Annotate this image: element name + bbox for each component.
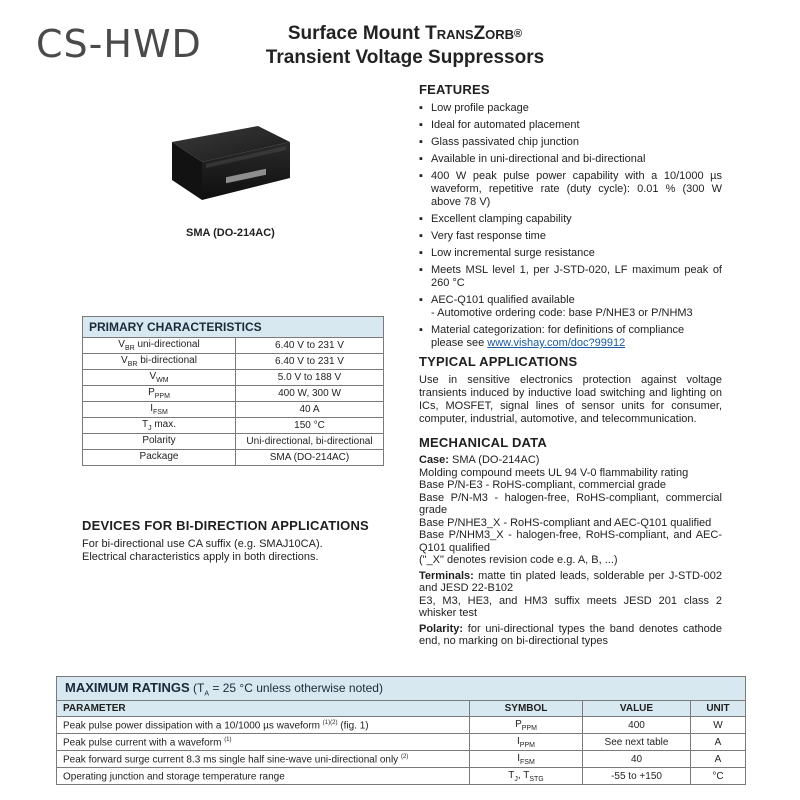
mech-line: Molding compound meets UL 94 V-0 flammability rating: [419, 466, 689, 479]
ratings-row: [57, 751, 746, 768]
title-brand: TransZorb: [425, 23, 515, 44]
primary-param-cell: [83, 370, 236, 386]
feature-item: ▪ Ideal for automated placement: [419, 119, 722, 132]
param-subscript: J: [148, 425, 152, 432]
primary-param-cell: [83, 354, 236, 370]
param-symbol: V: [149, 371, 157, 382]
symbol-sub: FSM: [520, 758, 535, 766]
parameter-text: Peak forward surge current 8.3 ms single half sine-wave uni-directional only: [63, 754, 401, 766]
param-symbol: T: [141, 419, 149, 430]
mech-line: Base P/NHM3_X - halogen-free, RoHS-compliant, and AEC-Q101 qualified: [419, 529, 722, 554]
typical-applications-text: Use in sensitive electronics protection against voltage transients induced by inductive load switching and lighting on ICs, MOSFET, signal lines of sensor units for consumer, computer, industrial, automotive, and telecommunication.: [419, 374, 722, 425]
case-value: SMA (DO-214AC): [448, 454, 540, 466]
max-ratings-condition: [189, 681, 383, 698]
sma-package-image: [166, 120, 294, 210]
parameter-after: (fig. 1): [337, 720, 369, 732]
primary-param-cell: [83, 338, 236, 354]
param-suffix: uni-directional: [134, 339, 200, 350]
feature-item: ▪ Excellent clamping capability: [419, 213, 722, 226]
bidirection-heading: DEVICES FOR BI-DIRECTION APPLICATIONS: [82, 518, 369, 533]
primary-value-cell: SMA (DO-214AC): [236, 450, 384, 466]
maximum-ratings-heading: [57, 677, 746, 701]
feature-item: ▪ Low profile package: [419, 102, 722, 115]
feature-item: ▪ 400 W peak pulse power capability with a 10/1000 µs waveform, repetitive rate (duty cycle): 0.01 % (300 W above 78 V): [419, 170, 722, 209]
aec-subtext: - Automotive ordering code: base P/NHE3 or P/NHM3: [431, 307, 693, 319]
ratings-parameter-cell: [57, 751, 470, 768]
ratings-row: [57, 717, 746, 734]
title-text-a: Surface Mount: [287, 23, 426, 44]
symbol-sub: PPM: [521, 724, 537, 732]
primary-row: [83, 418, 384, 434]
mech-line: ("_X" denotes revision code e.g. A, B, ...): [419, 554, 618, 566]
mech-line: Base P/N-M3 - halogen-free, RoHS-compliant, commercial grade: [419, 491, 722, 516]
param-symbol: I: [150, 403, 153, 414]
primary-param-cell: [83, 386, 236, 402]
primary-row: [83, 386, 384, 402]
terminals-value: matte tin plated leads, solderable per J-STD-002 and JESD 22-B102: [419, 569, 722, 594]
feature-item: ▪ Available in uni-directional and bi-directional: [419, 153, 722, 166]
mechanical-data-heading: MECHANICAL DATA: [419, 435, 547, 450]
ratings-symbol-cell: [470, 751, 583, 768]
symbol-main: I: [517, 735, 520, 747]
ratings-symbol-cell: [470, 768, 583, 785]
terminals-extra: E3, M3, HE3, and HM3 suffix meets JESD 201 class 2 whisker test: [419, 594, 722, 619]
param-subscript: WM: [156, 377, 169, 384]
primary-row: [83, 402, 384, 418]
mech-line: Base P/NHE3_X - RoHS-compliant and AEC-Q101 qualified: [419, 516, 712, 529]
cond-sub: A: [204, 690, 210, 698]
feature-item: ▪ Meets MSL level 1, per J-STD-020, LF maximum peak of 260 °C: [419, 264, 722, 290]
ratings-parameter-cell: [57, 734, 470, 751]
mechanical-data-block: [419, 454, 722, 648]
terminals-label: Terminals:: [419, 569, 474, 582]
param-symbol: Polarity: [142, 435, 176, 446]
feature-item: ▪ Very fast response time: [419, 230, 722, 243]
param-subscript: FSM: [153, 409, 168, 416]
vishay-doc-link[interactable]: www.vishay.com/doc?99912: [487, 337, 626, 349]
ratings-row: [57, 734, 746, 751]
primary-value-cell: 6.40 V to 231 V: [236, 338, 384, 354]
symbol-main: I: [517, 752, 520, 764]
primary-value-cell: 6.40 V to 231 V: [236, 354, 384, 370]
bidirection-text: [82, 538, 382, 564]
terminals-line: [419, 570, 722, 595]
footnote-ref: (1)(2): [322, 719, 338, 726]
parameter-text: Operating junction and storage temperature range: [63, 771, 285, 783]
symbol-main: P: [515, 718, 522, 730]
max-ratings-title: MAXIMUM RATINGS: [65, 680, 190, 695]
param-symbol: P: [148, 387, 155, 398]
col-header-symbol: SYMBOL: [470, 701, 583, 717]
param-suffix: bi-directional: [137, 355, 197, 366]
feature-item-aec: [419, 294, 722, 320]
col-header-value: VALUE: [583, 701, 691, 717]
primary-param-cell: [83, 402, 236, 418]
bidirection-line-2: Electrical characteristics apply in both directions.: [82, 551, 319, 563]
primary-characteristics-table: [82, 316, 384, 466]
ratings-value-cell: -55 to +150: [583, 768, 691, 785]
primary-row: [83, 354, 384, 370]
features-list: [419, 102, 722, 354]
polarity-label: Polarity:: [419, 622, 464, 635]
bidirection-line-1: For bi-directional use CA suffix (e.g. SMAJ10CA).: [82, 538, 323, 550]
symbol-sub: PPM: [519, 741, 535, 749]
param-symbol: Package: [139, 451, 179, 462]
aec-text: AEC-Q101 qualified available: [431, 294, 575, 306]
ratings-unit-cell: A: [691, 751, 746, 768]
parameter-text: Peak pulse power dissipation with a 10/1000 µs waveform: [63, 720, 323, 732]
primary-param-cell: [83, 418, 236, 434]
ratings-row: [57, 768, 746, 785]
primary-value-cell: Uni-directional, bi-directional: [236, 434, 384, 450]
primary-param-cell: [83, 434, 236, 450]
col-header-parameter: PARAMETER: [57, 701, 470, 717]
primary-row: [83, 370, 384, 386]
ratings-unit-cell: °C: [691, 768, 746, 785]
document-title: [240, 22, 570, 70]
feature-item: ▪ Glass passivated chip junction: [419, 136, 722, 149]
param-subscript: PPM: [154, 393, 170, 400]
param-suffix: max.: [151, 419, 177, 430]
footnote-ref: (2): [400, 753, 409, 760]
title-line-2: Transient Voltage Suppressors: [265, 47, 545, 68]
registered-mark: ®: [514, 28, 523, 40]
primary-value-cell: 150 °C: [236, 418, 384, 434]
symbol-mid: , T: [517, 769, 530, 781]
footnote-ref: (1): [224, 736, 232, 743]
ratings-parameter-cell: [57, 768, 470, 785]
cond-a: (T: [189, 681, 205, 695]
ratings-value-cell: 400: [583, 717, 691, 734]
ratings-unit-cell: A: [691, 734, 746, 751]
title-line-1: [240, 22, 570, 46]
ratings-symbol-cell: [470, 734, 583, 751]
primary-characteristics-heading: PRIMARY CHARACTERISTICS: [83, 317, 384, 338]
symbol-main: T: [508, 769, 515, 781]
maximum-ratings-table: [56, 676, 746, 785]
primary-row: [83, 434, 384, 450]
feature-item: ▪ Low incremental surge resistance: [419, 247, 722, 260]
ratings-value-cell: See next table: [583, 734, 691, 751]
symbol-sub-2: STG: [529, 775, 544, 783]
watermark-text: CS-HWD: [36, 22, 202, 66]
cond-b: = 25 °C unless otherwise noted): [209, 681, 383, 695]
polarity-line: [419, 623, 722, 648]
primary-value-cell: 5.0 V to 188 V: [236, 370, 384, 386]
primary-row: [83, 338, 384, 354]
package-caption: SMA (DO-214AC): [186, 227, 275, 239]
ratings-unit-cell: W: [691, 717, 746, 734]
case-line: [419, 454, 722, 467]
param-subscript: BR: [127, 361, 138, 368]
param-subscript: BR: [124, 345, 135, 352]
polarity-value: for uni-directional types the band denotes cathode end, no marking on bi-directional types: [419, 622, 722, 647]
feature-item-material: [419, 324, 722, 350]
ratings-symbol-cell: [470, 717, 583, 734]
param-symbol: V: [118, 339, 125, 350]
col-header-unit: UNIT: [691, 701, 746, 717]
ratings-parameter-cell: [57, 717, 470, 734]
typical-applications-heading: TYPICAL APPLICATIONS: [419, 354, 578, 369]
parameter-text: Peak pulse current with a waveform: [63, 737, 225, 749]
primary-value-cell: 400 W, 300 W: [236, 386, 384, 402]
param-symbol: V: [121, 355, 128, 366]
primary-value-cell: 40 A: [236, 402, 384, 418]
primary-param-cell: [83, 450, 236, 466]
ratings-value-cell: 40: [583, 751, 691, 768]
symbol-sub: J: [514, 775, 518, 783]
material-text: Material categorization: for definitions of compliance: [431, 324, 685, 336]
case-label: Case:: [419, 454, 449, 466]
mech-line: Base P/N-E3 - RoHS-compliant, commercial grade: [419, 479, 666, 491]
primary-row: [83, 450, 384, 466]
features-heading: FEATURES: [419, 82, 490, 97]
material-please: please see: [431, 337, 488, 349]
